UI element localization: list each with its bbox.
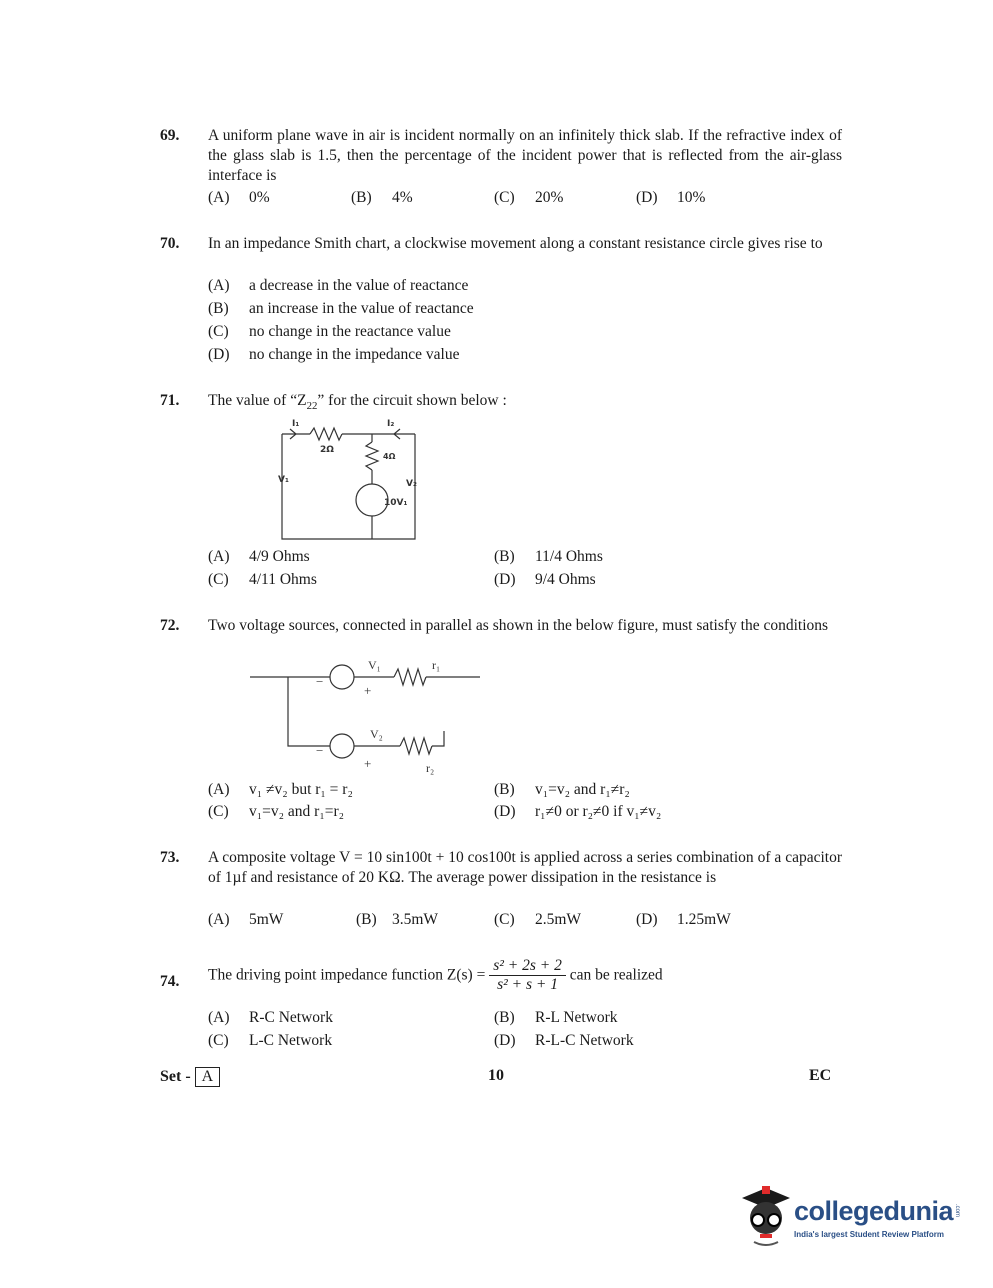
set-box: A [195,1067,221,1087]
current-i1-label: I₁ [292,419,300,429]
option-a: (A) 4/9 Ohms [208,548,310,565]
parallel-sources-diagram [250,656,485,781]
option-c: (C) 20% [494,189,564,206]
minus-sign: − [316,743,324,758]
option-b: (B) 4% [351,189,413,206]
question-number: 69. [160,127,180,144]
question-text: The value of “$Z_{22}$” for the circuit shown below : [208,392,507,413]
option-d: (D) 1.25mW [636,911,731,928]
subject-code: EC [809,1067,832,1084]
option-c: (C) v₁=v₂ and r₁=r₂ [208,803,345,820]
question-number: 74. [160,973,180,990]
collegedunia-logo [736,1184,966,1254]
option-d: (D) r₁≠0 or r₂≠0 if v₁≠v₂ [494,803,662,820]
option-a: (A) 5mW [208,911,284,928]
option-a: (A) 0% [208,189,270,206]
option-b: (B) R-L Network [494,1009,618,1026]
page-number: 10 [488,1067,504,1084]
r2-label: r₂ [426,761,435,775]
voltage-v2-label: V₂ [406,479,417,489]
option-c: (C) 4/11 Ohms [208,571,317,588]
resistor-4ohm-label: 4Ω [383,452,396,461]
question-text: A composite voltage V = 10 sin100t + 10 cos100t is applied across a series combination of a capacitor of 1µf and resistance of 20 KΩ. The average power dissipation in the resistance is [208,849,842,886]
minus-sign: − [316,674,324,689]
option-d: (D) no change in the impedance value [208,346,460,363]
plus-sign: + [364,683,372,698]
question-text: A uniform plane wave in air is incident normally on an infinitely thick slab. If the refractive index of the glass slab is 1.5, then the percentage of the incident power that is reflected from the air-glass interface is [208,127,842,184]
resistor-2ohm-label: 2Ω [320,445,334,455]
logo-tagline: India's largest Student Review Platform [794,1230,944,1239]
r1-label: r₁ [432,658,441,672]
question-number: 71. [160,392,180,409]
current-i2-label: I₂ [387,419,395,429]
plus-sign: + [364,756,372,771]
option-c: (C) L-C Network [208,1032,333,1049]
question-text: Two voltage sources, connected in parallel as shown in the below figure, must satisfy the conditions [208,617,829,634]
question-number: 72. [160,617,180,634]
question-text: The driving point impedance function Z(s) = $\frac{\text{s² + 2s + 2}}{\text{s² + s + 1}}$ can be realized [208,957,663,993]
logo-wordmark: collegedunia [794,1196,954,1226]
voltage-v1-label: V₁ [278,475,289,485]
question-number: 70. [160,235,180,252]
v2-label: V₂ [370,727,383,741]
option-a: (A) v₁ ≠v₂ but r₁ = r₂ [208,781,353,798]
v1-label: V₁ [368,658,381,672]
option-c: (C) no change in the reactance value [208,323,451,340]
mascot-icon [736,1184,794,1250]
option-b: (B) v₁=v₂ and r₁≠r₂ [494,781,630,798]
option-d: (D) R-L-C Network [494,1032,634,1049]
circuit-diagram [270,414,430,549]
dependent-source-label: 10V₁ [384,498,408,508]
option-d: (D) 9/4 Ohms [494,571,596,588]
question-number: 73. [160,849,180,866]
option-c: (C) 2.5mW [494,911,582,928]
question-text: In an impedance Smith chart, a clockwise movement along a constant resistance circle gives rise to [208,235,823,252]
impedance-fraction: $\frac{\text{s² + 2s + 2}}{\text{s² + s + 1}}$ [489,957,566,994]
option-b: (B) an increase in the value of reactance [208,300,474,317]
option-a: (A) a decrease in the value of reactance [208,277,469,294]
option-a: (A) R-C Network [208,1009,333,1026]
option-b: (B) 11/4 Ohms [494,548,603,565]
logo-suffix: .com [954,1204,960,1218]
set-indicator: Set - A [160,1067,220,1087]
option-d: (D) 10% [636,189,706,206]
option-b: (B) 3.5mW [356,911,439,928]
